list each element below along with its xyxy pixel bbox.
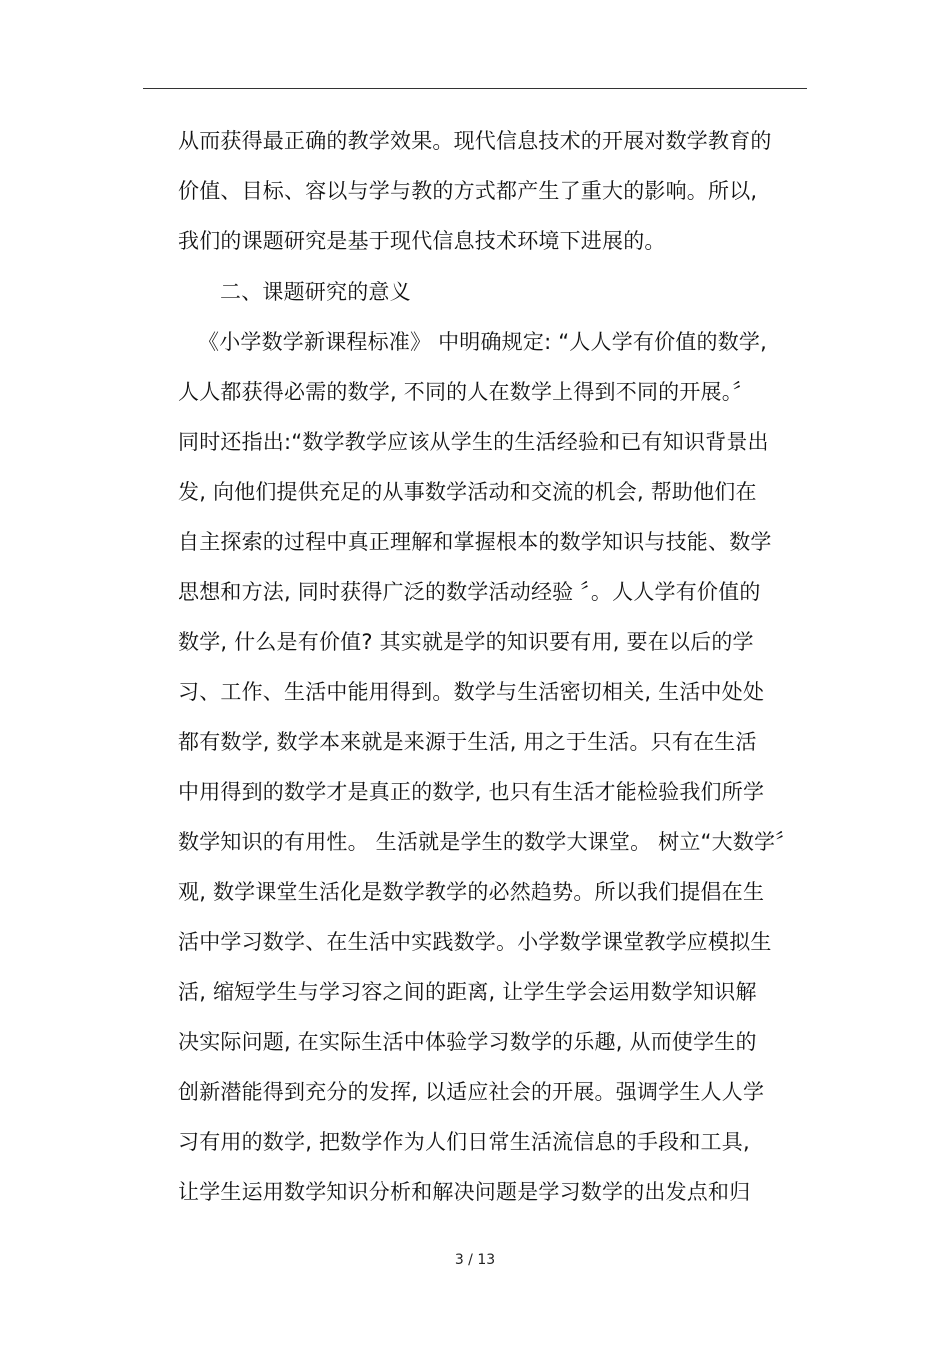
paragraph-line: 人人都获得必需的数学, 不同的人在数学上得到不同的开展。〞 xyxy=(178,380,754,404)
paragraph-line: 活中学习数学、在生活中实践数学。小学数学课堂教学应模拟生 xyxy=(178,930,772,954)
paragraph-line: 发, 向他们提供充足的从事数学活动和交流的机会, 帮助他们在 xyxy=(178,480,757,504)
paragraph-line: 思想和方法, 同时获得广泛的数学活动经验 〞。人人学有价值的 xyxy=(178,580,761,604)
paragraph-line: 活, 缩短学生与学习容之间的距离, 让学生学会运用数学知识解 xyxy=(178,980,757,1004)
paragraph-line: 自主探索的过程中真正理解和掌握根本的数学知识与技能、数学 xyxy=(178,530,772,554)
paragraph-line: 我们的课题研究是基于现代信息技术环境下进展的。 xyxy=(178,229,666,253)
paragraph-line: 数学, 什么是有价值? 其实就是学的知识要有用, 要在以后的学 xyxy=(178,630,754,654)
paragraph-line: 同时还指出:“数学教学应该从学生的生活经验和已有知识背景出 xyxy=(178,430,769,454)
paragraph-line: 观, 数学课堂生活化是数学教学的必然趋势。所以我们提倡在生 xyxy=(178,880,765,904)
paragraph-line: 数学知识的有用性。 生活就是学生的数学大课堂。 树立“大数学〞 xyxy=(178,830,797,854)
paragraph-line: 创新潜能得到充分的发挥, 以适应社会的开展。强调学生人人学 xyxy=(178,1080,765,1104)
section-heading: 二、课题研究的意义 xyxy=(220,280,411,304)
paragraph-line: 都有数学, 数学本来就是来源于生活, 用之于生活。只有在生活 xyxy=(178,730,757,754)
paragraph-line: 让学生运用数学知识分析和解决问题是学习数学的出发点和归 xyxy=(178,1180,751,1204)
page-number: 3 / 13 xyxy=(454,1252,496,1268)
paragraph-line: 从而获得最正确的教学效果。现代信息技术的开展对数学教育的 xyxy=(178,129,772,153)
paragraph-line: 《小学数学新课程标准》 中明确规定: “人人学有价值的数学, xyxy=(198,330,767,354)
paragraph-line: 习、工作、生活中能用得到。数学与生活密切相关, 生活中处处 xyxy=(178,680,765,704)
paragraph-line: 价值、目标、容以与学与教的方式都产生了重大的影响。所以, xyxy=(178,179,758,203)
paragraph-line: 决实际问题, 在实际生活中体验学习数学的乐趣, 从而使学生的 xyxy=(178,1030,757,1054)
header-rule xyxy=(143,88,807,89)
paragraph-line: 习有用的数学, 把数学作为人们日常生活流信息的手段和工具, xyxy=(178,1130,750,1154)
paragraph-line: 中用得到的数学才是真正的数学, 也只有生活才能检验我们所学 xyxy=(178,780,765,804)
